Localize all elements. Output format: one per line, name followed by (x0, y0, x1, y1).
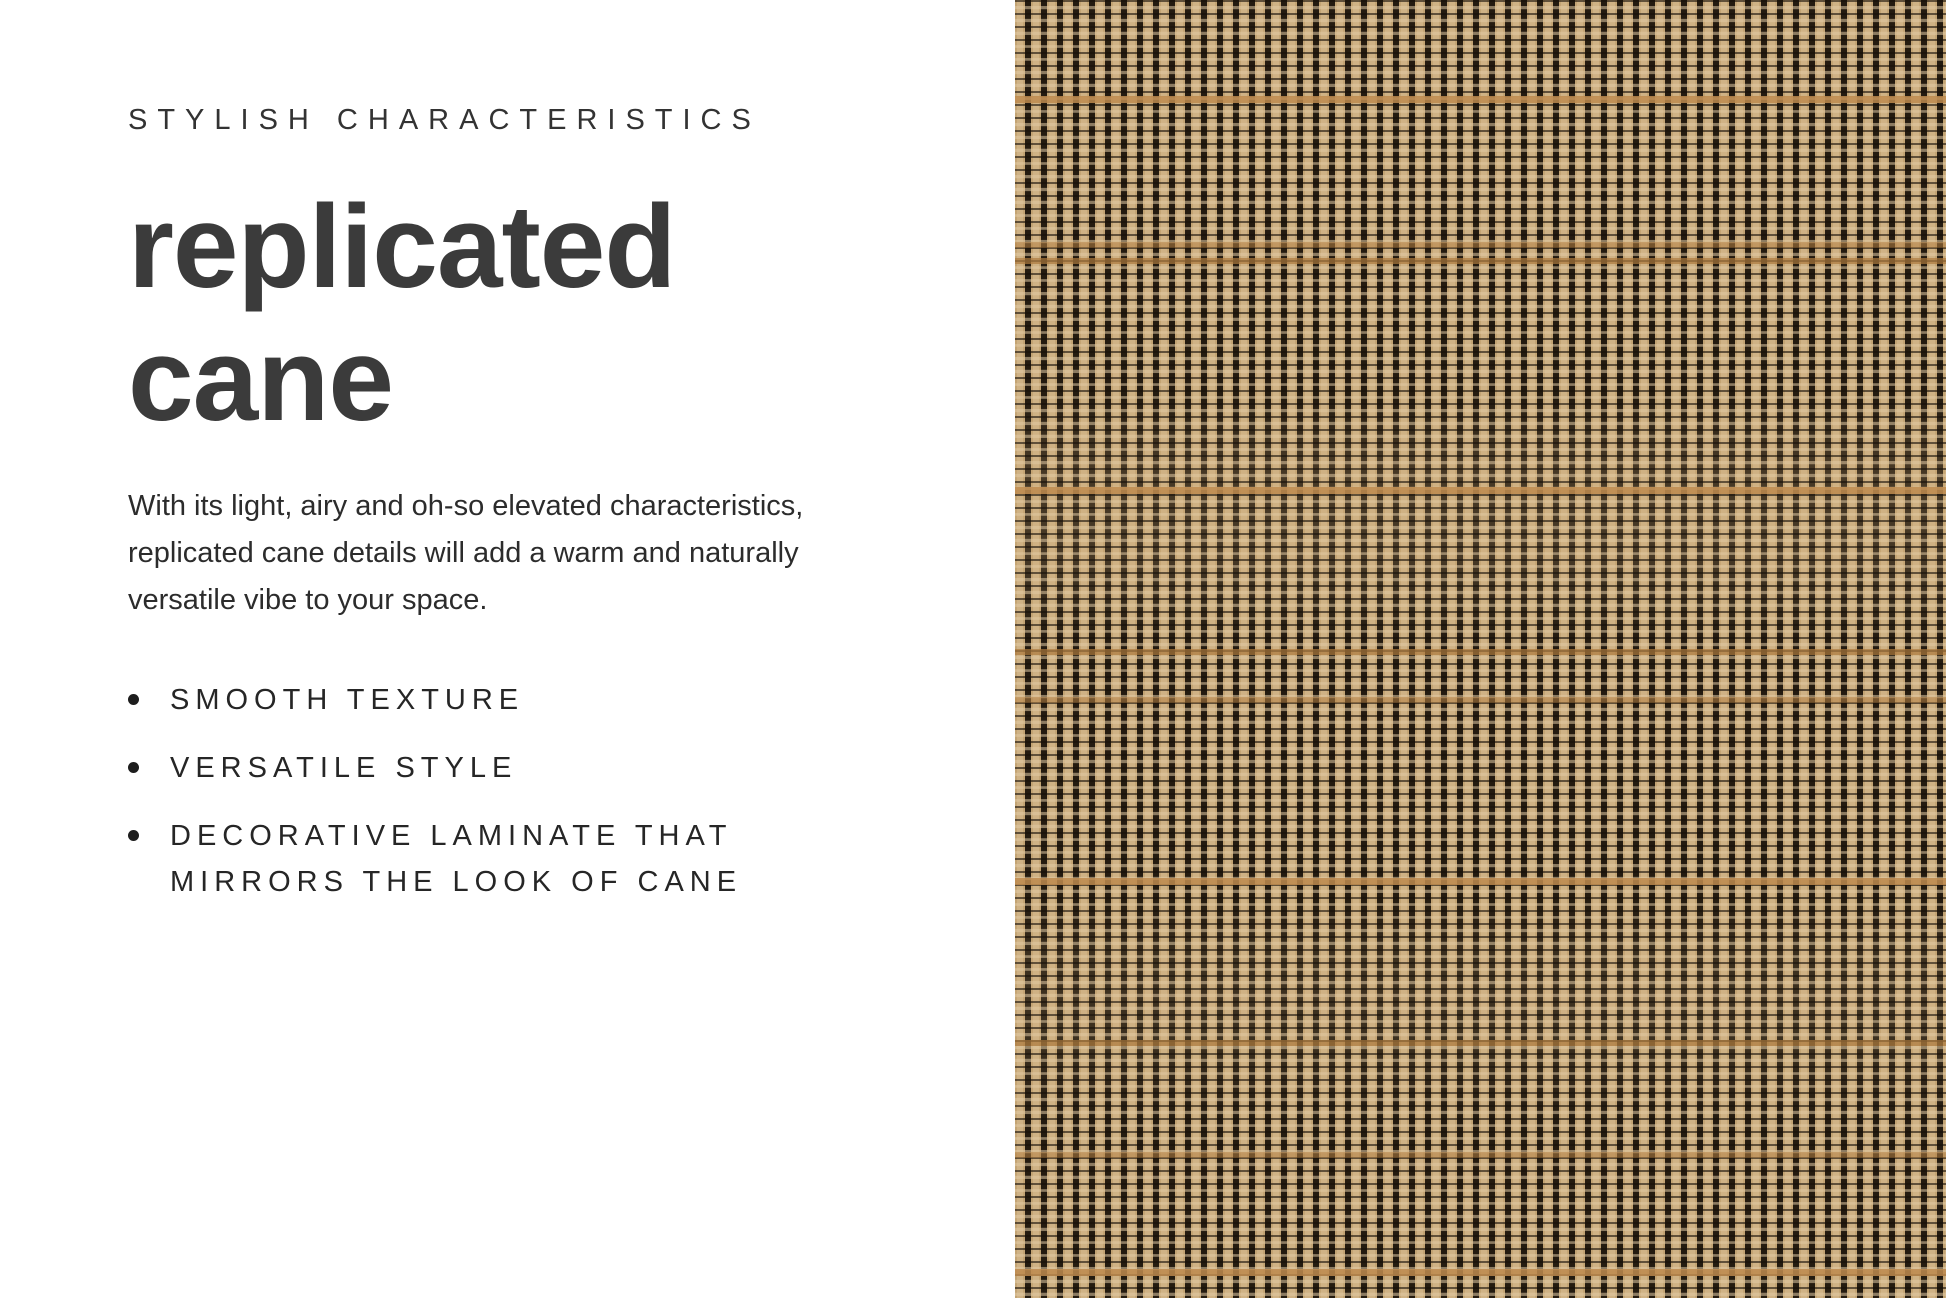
feature-item-decorative-laminate (128, 813, 768, 905)
description-paragraph: With its light, airy and oh-so elevated characteristics, replicated cane details will add a warm and naturally versatile vibe to your space. (128, 490, 804, 616)
feature-list (128, 677, 955, 905)
eyebrow-heading: STYLISH CHARACTERISTICS (128, 104, 761, 136)
feature-item-label: DECORATIVE LAMINATE THAT MIRRORS THE LOOK OF CANE (170, 820, 743, 898)
title-line-2: cane (128, 314, 393, 446)
bullet-icon (128, 762, 139, 773)
cane-texture-image (1015, 0, 1946, 1298)
feature-item-label: SMOOTH TEXTURE (170, 684, 525, 716)
page-title (128, 181, 955, 447)
bullet-icon (128, 830, 139, 841)
feature-item-smooth-texture (128, 677, 768, 723)
title-line-1: replicated (128, 181, 676, 313)
feature-item-versatile-style (128, 745, 768, 791)
feature-item-label: VERSATILE STYLE (170, 752, 518, 784)
bullet-icon (128, 694, 139, 705)
